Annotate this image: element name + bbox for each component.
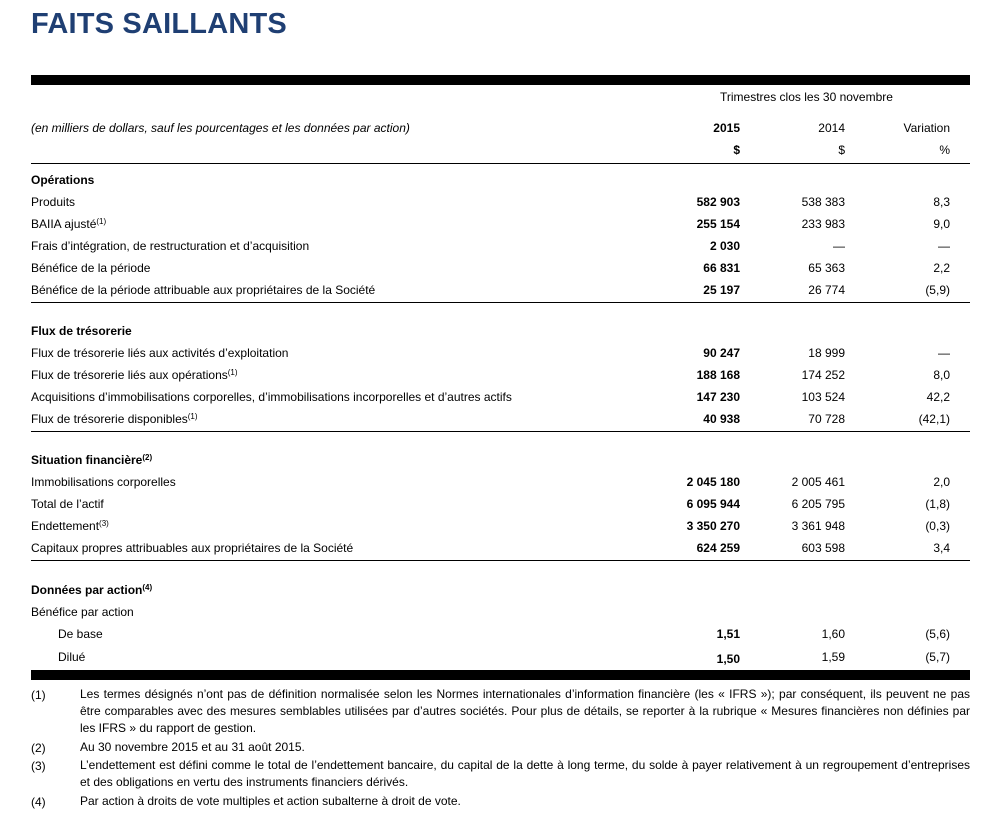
footnote-text: Par action à droits de vote multiples et action subalterne à droit de vote. [80, 794, 461, 808]
value-2014: 6 205 795 [791, 497, 845, 511]
value-variation: 3,4 [933, 541, 950, 555]
row-label: Acquisitions d’immobilisations corporelles, d’immobilisations incorporelles et d’autres actifs [31, 390, 512, 404]
row-label: Flux de trésorerie disponibles$^{(1)}$ [31, 412, 198, 426]
value-2015: 147 230 [696, 390, 740, 404]
value-variation: (1,8) [925, 497, 950, 511]
section-divider [31, 431, 970, 432]
row-label: Flux de trésorerie liés aux opérations$^{(1)}$ [31, 368, 238, 382]
value-2014: 26 774 [808, 283, 845, 297]
value-2014: 233 983 [801, 217, 845, 231]
section-title-cashflow: Flux de trésorerie [31, 324, 132, 338]
row-label: Immobilisations corporelles [31, 475, 176, 489]
col-header-2015: 2015 [713, 121, 740, 135]
row-label: Total de l’actif [31, 497, 104, 511]
table-top-rule [31, 75, 970, 85]
value-2015: 2 030 [709, 239, 740, 253]
unit-2014: $ [838, 143, 845, 157]
units-note: (en milliers de dollars, sauf les pourcentages et les données par action) [31, 121, 410, 135]
section-title-pershare: Données par action$^{(4)}$ [31, 583, 153, 597]
value-2014: 65 363 [808, 261, 845, 275]
period-header: Trimestres clos les 30 novembre [720, 90, 893, 104]
value-variation: — [938, 346, 950, 360]
value-2014: 3 361 948 [791, 519, 845, 533]
section-divider [31, 302, 970, 303]
value-2015: 25 197 [703, 283, 740, 297]
value-2014: 70 728 [808, 412, 845, 426]
footnote-text: Les termes désignés n’ont pas de définition normalisée selon les Normes internationales d’information financière (les « IFRS »); par conséquent, ils peuvent ne pas être comparables avec des mesures semblables utilisées par d’autres sociétés. Pour plus de détails, se reporter à la rubrique « Mesures financières non définies par les IFRS » du rapport de gestion. [80, 687, 970, 735]
row-label: BAIIA ajusté$^{(1)}$ [31, 217, 107, 231]
page-title: FAITS SAILLANTS [31, 8, 287, 40]
footnote-text: Au 30 novembre 2015 et au 31 août 2015. [80, 740, 305, 754]
value-variation: 2,0 [933, 475, 950, 489]
section-title-operations: Opérations [31, 173, 95, 187]
value-2015: 582 903 [696, 195, 740, 209]
value-variation: — [938, 239, 950, 253]
col-header-2014: 2014 [818, 121, 845, 135]
value-variation: 8,0 [933, 368, 950, 382]
value-2015: 90 247 [703, 346, 740, 360]
footnote-number: (4) [31, 795, 46, 809]
value-variation: (5,6) [925, 627, 950, 641]
value-2014: — [833, 239, 845, 253]
value-variation: (42,1) [918, 412, 950, 426]
value-2015: 624 259 [696, 541, 740, 555]
value-2015: 3 350 270 [686, 519, 740, 533]
row-label: Bénéfice de la période attribuable aux propriétaires de la Société [31, 283, 376, 297]
value-2014: 603 598 [801, 541, 845, 555]
value-variation: (5,9) [925, 283, 950, 297]
value-2014: 1,59 [821, 650, 845, 664]
value-2015: 2 045 180 [686, 475, 740, 489]
value-variation: 9,0 [933, 217, 950, 231]
value-2015: 255 154 [696, 217, 740, 231]
footnote-number: (2) [31, 741, 46, 755]
row-label: Produits [31, 195, 76, 209]
value-2015: 6 095 944 [686, 497, 740, 511]
value-variation: (5,7) [925, 650, 950, 664]
value-2014: 18 999 [808, 346, 845, 360]
footnote-text: L’endettement est défini comme le total de l’endettement bancaire, du capital de la dette à long terme, du solde à payer relativement à un regroupement d’entreprises et des obligations en vertu des instruments financiers dérivés. [80, 758, 970, 789]
value-2015: 1,51 [716, 627, 740, 641]
value-2015: 188 168 [696, 368, 740, 382]
row-label: Frais d’intégration, de restructuration et d’acquisition [31, 239, 310, 253]
section-title-financial: Situation financière$^{(2)}$ [31, 453, 153, 467]
header-divider [31, 163, 970, 164]
value-2015: 66 831 [703, 261, 740, 275]
value-variation: (0,3) [925, 519, 950, 533]
value-2014: 103 524 [801, 390, 845, 404]
value-variation: 2,2 [933, 261, 950, 275]
value-variation: 8,3 [933, 195, 950, 209]
unit-variation: % [939, 143, 950, 157]
unit-2015: $ [733, 143, 740, 157]
value-2015: 1,50 [716, 652, 740, 666]
value-2014: 538 383 [801, 195, 845, 209]
col-header-variation: Variation [903, 121, 950, 135]
footnote-number: (3) [31, 759, 46, 773]
row-label: Endettement$^{(3)}$ [31, 519, 109, 533]
value-2015: 40 938 [703, 412, 740, 426]
row-label: Flux de trésorerie liés aux activités d’exploitation [31, 346, 289, 360]
section-divider [31, 560, 970, 561]
row-label: De base [58, 627, 103, 641]
row-label: Capitaux propres attribuables aux propriétaires de la Société [31, 541, 354, 555]
row-label: Dilué [58, 650, 86, 664]
footnote-number: (1) [31, 688, 46, 702]
table-bottom-rule [31, 670, 970, 680]
value-2014: 2 005 461 [791, 475, 845, 489]
value-2014: 174 252 [801, 368, 845, 382]
row-label: Bénéfice de la période [31, 261, 151, 275]
value-2014: 1,60 [821, 627, 845, 641]
subsection-eps: Bénéfice par action [31, 605, 134, 619]
value-variation: 42,2 [926, 390, 950, 404]
